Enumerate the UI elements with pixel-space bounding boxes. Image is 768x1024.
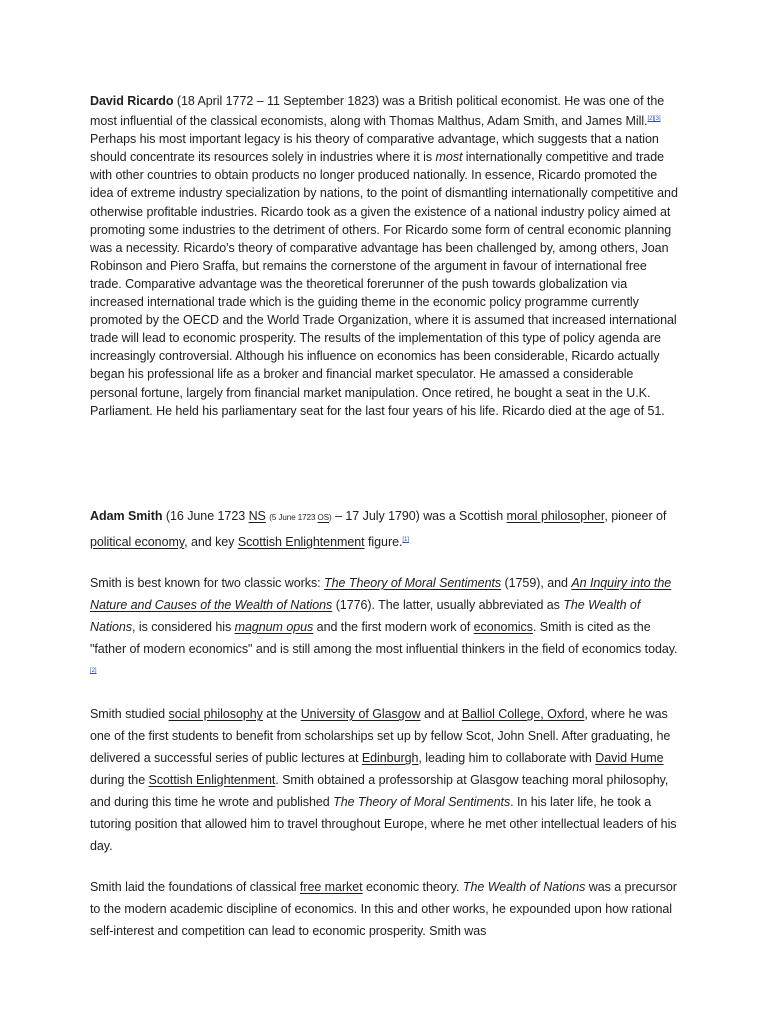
ricardo-text-1: (18 April 1772 – 11 September 1823) was a British political economist. He was one of the most influential of the classical economists, along with Thomas Malthus, Adam Smith, and James Mill. xyxy=(90,94,665,129)
os-date-note xyxy=(269,513,331,522)
theory-moral-sentiments-title: The Theory of Moral Sentiments xyxy=(333,795,511,809)
ns-link[interactable]: NS xyxy=(248,509,266,523)
ricardo-name: David Ricardo xyxy=(90,94,174,108)
free-market-link[interactable]: free market xyxy=(299,880,363,894)
text: . Smith obtained a professorship at Glasgow teaching moral philosophy, and during this time he wrote and published xyxy=(90,773,669,809)
os-link[interactable]: OS xyxy=(317,513,330,522)
text: . In his later life, he took a tutoring position that allowed him to travel throughout Europe, where he met other intellectual leaders of his day. xyxy=(90,795,677,853)
balliol-college-link[interactable]: Balliol College, Oxford xyxy=(461,707,585,721)
text: , leading him to collaborate with xyxy=(418,751,596,765)
emphasis-most: most xyxy=(435,150,463,165)
text: ) xyxy=(329,513,332,522)
scottish-enlightenment-link[interactable]: Scottish Enlightenment xyxy=(237,535,365,549)
smith-paragraph-1 xyxy=(90,505,680,553)
text: – 17 July 1790) was a Scottish xyxy=(331,509,507,523)
magnum-opus-link[interactable]: magnum opus xyxy=(234,620,314,634)
text: at the xyxy=(262,707,301,721)
edinburgh-link[interactable]: Edinburgh xyxy=(361,751,419,765)
ricardo-paragraph xyxy=(90,92,680,420)
smith-section xyxy=(90,505,680,961)
wealth-of-nations-title: The Wealth of Nations xyxy=(462,880,586,894)
text: (1759), and xyxy=(501,576,572,590)
text: during the xyxy=(90,773,149,787)
ricardo-text-2: Perhaps his most important legacy is his theory of comparative advantage, which suggests that a nation should concentrate its resources solely in industries where it is xyxy=(90,132,659,165)
text: figure. xyxy=(364,535,403,549)
wealth-of-nations-link[interactable]: An Inquiry into the Nature and Causes of the Wealth of Nations xyxy=(90,576,672,612)
text: , and key xyxy=(184,535,238,549)
smith-paragraph-4 xyxy=(90,876,680,942)
david-hume-link[interactable]: David Hume xyxy=(595,751,664,765)
text: (5 June 1723 xyxy=(269,513,318,522)
text: . Smith is cited as the "father of modern economics" and is still among the most influential thinkers in the field of economics today. xyxy=(90,620,678,656)
text: , pioneer of xyxy=(604,509,667,523)
text: Smith is best known for two classic works: xyxy=(90,576,325,590)
text: and at xyxy=(420,707,462,721)
text: economic theory. xyxy=(362,880,463,894)
text: , where he was one of the first students to benefit from scholarships set up by fellow Scot, John Snell. After graduating, he delivered a successful series of public lectures at xyxy=(90,707,671,765)
text: , is considered his xyxy=(132,620,235,634)
text: Smith studied xyxy=(90,707,169,721)
ricardo-text-3: internationally competitive and trade with other countries to obtain products no longer produced nationally. In essence, Ricardo promoted the idea of extreme industry specialization by nations, to the point of dismantling internationally competitive and otherwise profitable industries. Ricardo took as a given the existence of a national industry policy aimed at promoting some industries to the detriment of others. For Ricardo some form of central economic planning was a necessity. Ricardo's theory of comparative advantage has been challenged by, among others, Joan Robinson and Piero Sraffa, but remains the cornerstone of the argument in favour of international free trade. Comparative advantage was the theoretical forerunner of the push towards globalization via increased international trade which is the guiding theme in the economic policy programme currently promoted by the OECD and the World Trade Organization, where it is assumed that increased international trade will lead to economic prosperity. The results of the implementation of this type of policy agenda are increasingly controversial. Although his influence on economics has been considerable, Ricardo actually began his professional life as a broker and financial market speculator. He amassed a considerable personal fortune, largely from financial market manipulation. Once retired, he bought a seat in the U.K. Parliament. He held his parliamentary seat for the last four years of his life. Ricardo died at the age of 51. xyxy=(90,150,678,418)
university-of-glasgow-link[interactable]: University of Glasgow xyxy=(300,707,421,721)
citation-link[interactable]: [2] xyxy=(90,668,97,674)
smith-name: Adam Smith xyxy=(90,509,163,523)
political-economy-link[interactable]: political economy xyxy=(90,535,185,549)
scottish-enlightenment-link[interactable]: Scottish Enlightenment xyxy=(148,773,276,787)
moral-philosopher-link[interactable]: moral philosopher xyxy=(506,509,605,523)
smith-paragraph-2 xyxy=(90,572,680,684)
social-philosophy-link[interactable]: social philosophy xyxy=(168,707,263,721)
text: Smith laid the foundations of classical xyxy=(90,880,300,894)
economics-link[interactable]: economics xyxy=(473,620,533,634)
citation-link[interactable]: [1] xyxy=(402,537,409,543)
text: was a precursor to the modern academic discipline of economics. In this and other works, he expounded upon how rational self-interest and competition can lead to economic prosperity. Smith was xyxy=(90,880,677,938)
text: (16 June 1723 xyxy=(162,509,249,523)
smith-paragraph-3 xyxy=(90,703,680,857)
citation-link[interactable]: [2][3] xyxy=(647,116,661,123)
wealth-of-nations-title: The Wealth of Nations xyxy=(90,598,641,634)
text: (1776). The latter, usually abbreviated as xyxy=(332,598,564,612)
theory-moral-sentiments-link[interactable]: The Theory of Moral Sentiments xyxy=(324,576,502,590)
ricardo-section xyxy=(90,92,680,420)
text: and the first modern work of xyxy=(313,620,474,634)
